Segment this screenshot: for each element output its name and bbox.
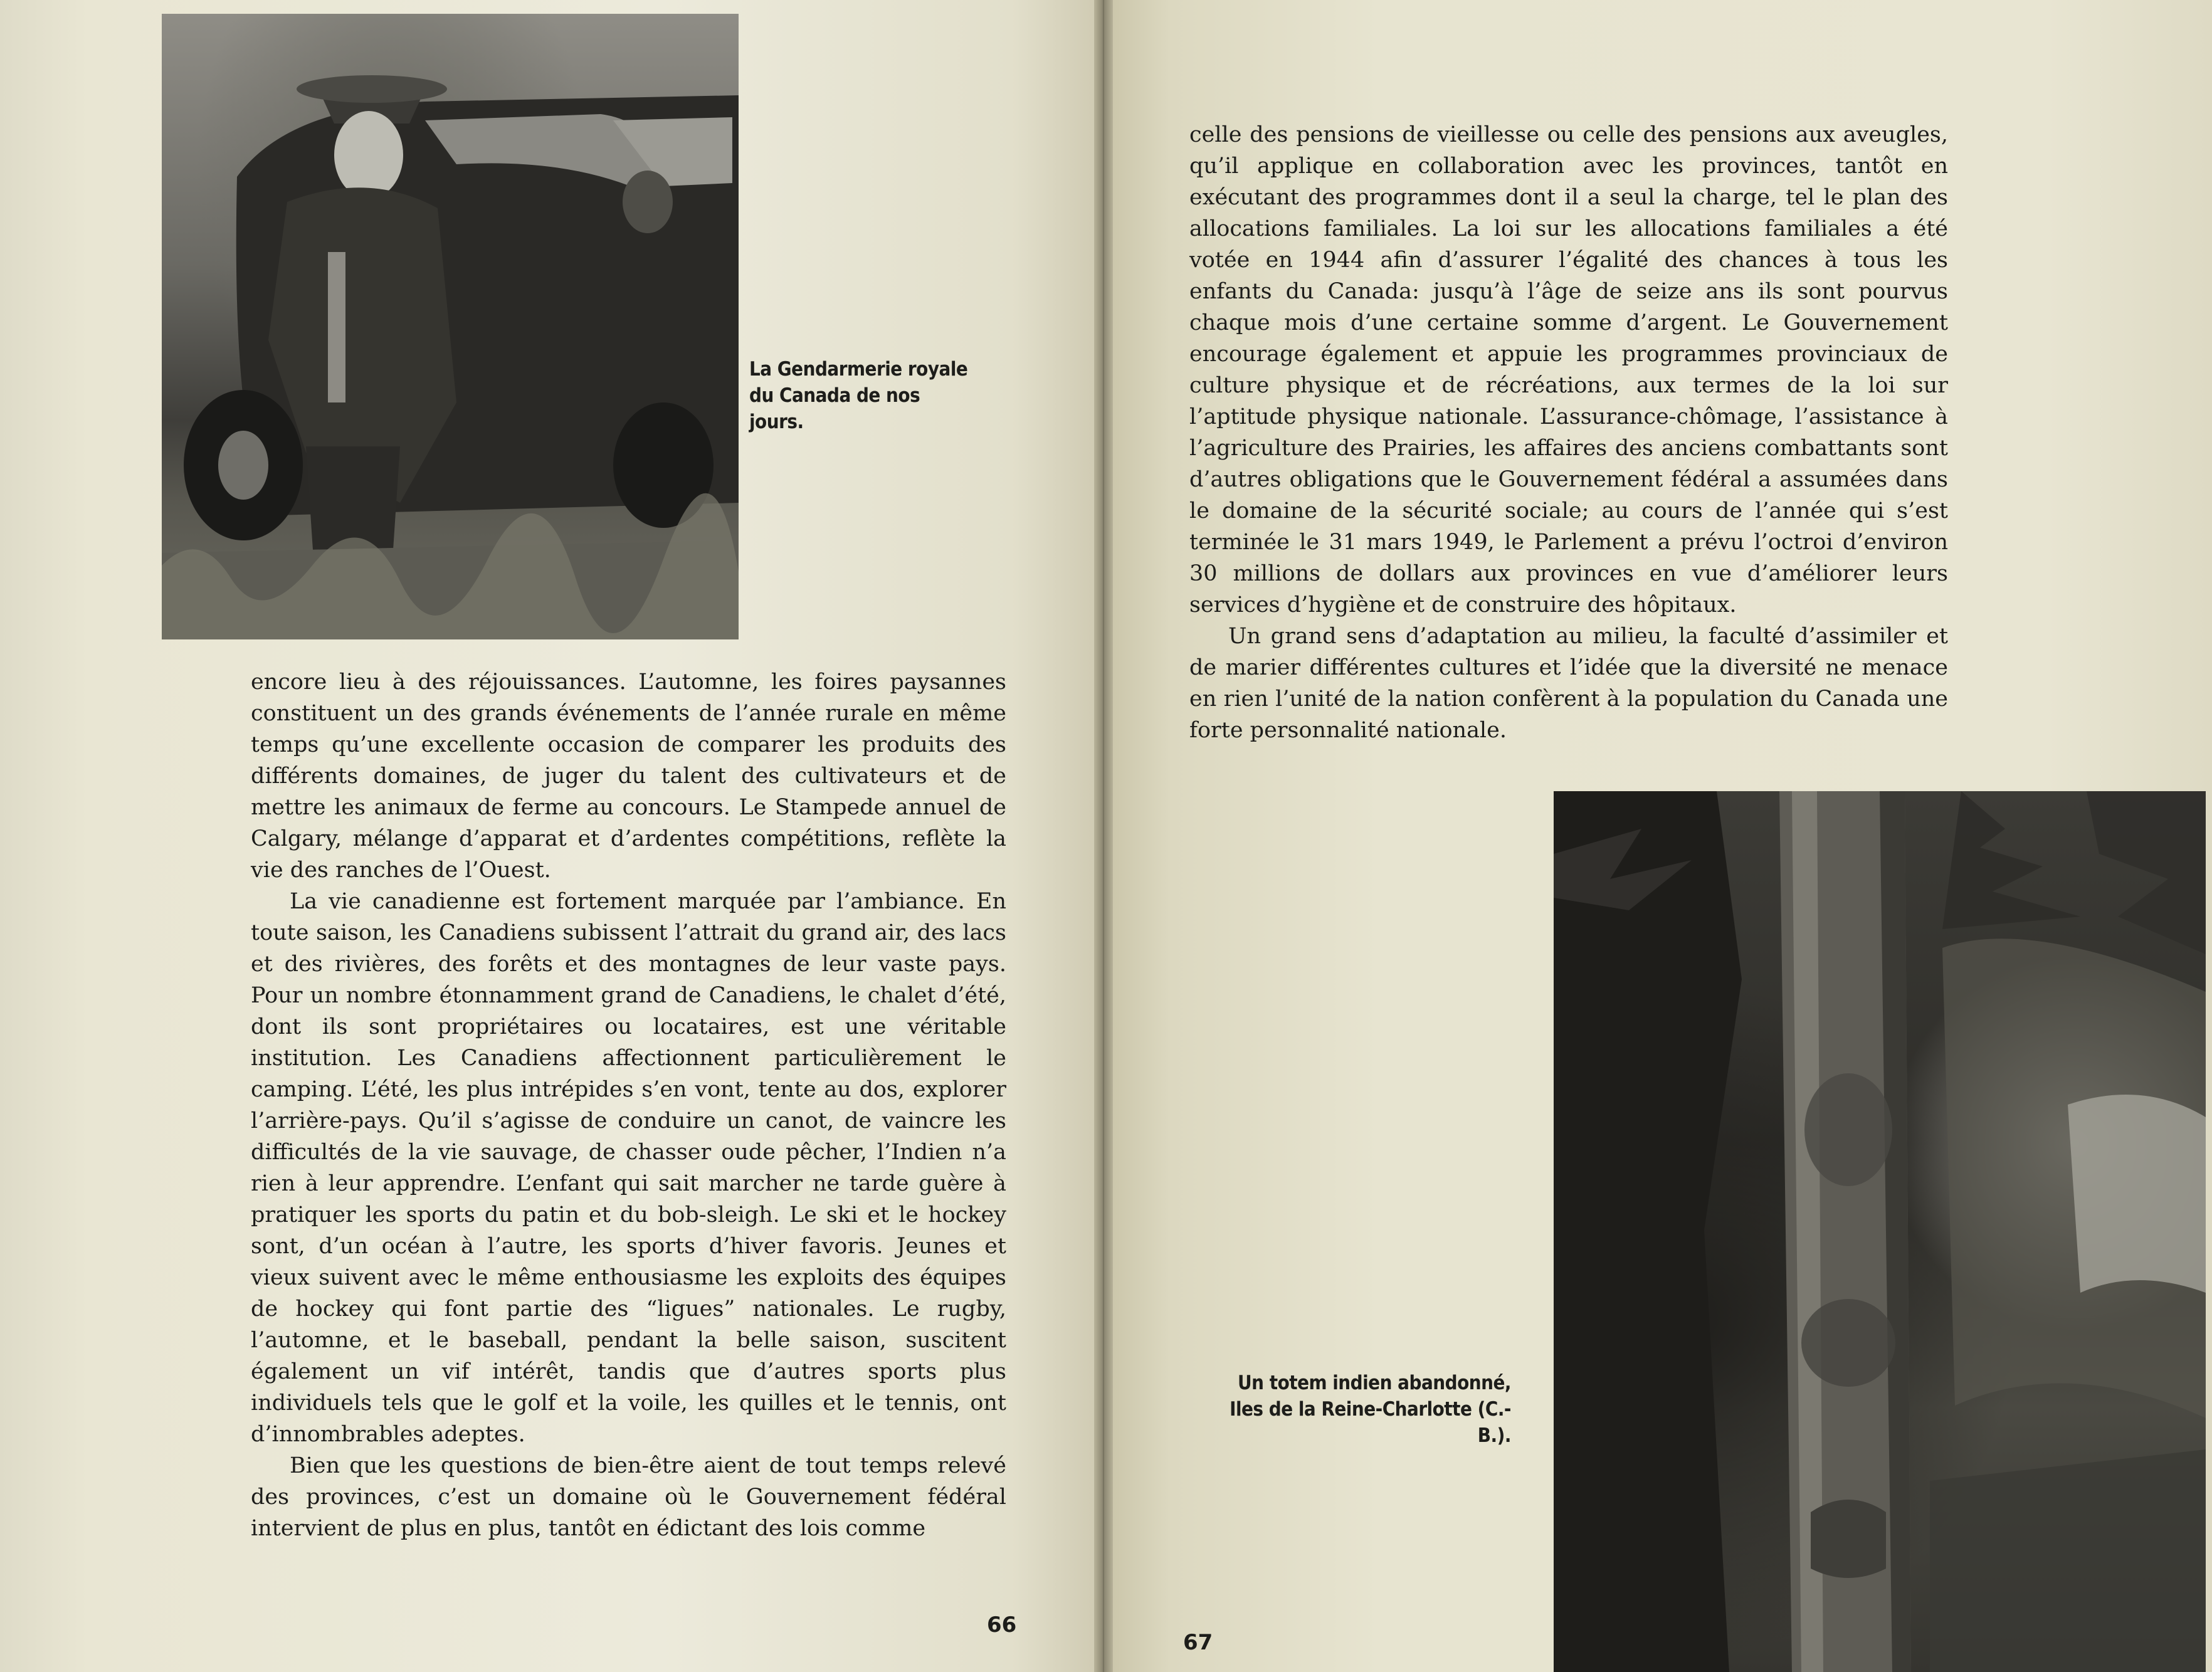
mountie-photo-caption: La Gendarmerie royale du Canada de nos jours. — [749, 358, 968, 433]
right-body-text — [1189, 119, 1948, 746]
left-paragraph-2: La vie canadienne est fortement marquée par l’ambiance. En toute saison, les Canadiens subissent l’attrait du grand air, des lacs et des rivières, des forêts et des montagnes de leur vaste pays. Pour un nombre étonnamment grand de Canadiens, le chalet d’été, dont ils sont propriétaires ou locataires, est une véritable institution. Les Canadiens affectionnent particulièrement le camping. L’été, les plus intrépides s’en vont, tente au dos, explorer l’arrière-pays. Qu’il s’agisse de conduire un canot, de vaincre les difficultés de la vie sauvage, de chasser oude pêcher, l’Indien n’a rien à leur apprendre. L’enfant qui sait marcher ne tarde guère à pratiquer les sports du patin et du bob-sleigh. Le ski et le hockey sont, d’un océan à l’autre, les sports d’hiver favoris. Jeunes et vieux suivent avec le même enthousiasme les exploits des équipes de hockey qui font partie des “ligues” nationales. Le rugby, l’automne, et le baseball, pendant la belle saison, suscitent également un vif intérêt, tandis que d’autres sports plus individuels tels que le golf et la voile, les quilles et le tennis, ont d’innombrables adeptes. — [251, 889, 1006, 1447]
totem-photo — [1554, 791, 2206, 1672]
page-number-right: 67 — [1183, 1630, 1213, 1655]
right-paragraph-2: Un grand sens d’adaptation au milieu, la faculté d’assimiler et de marier différentes cultures et l’idée que la diversité ne menace en rien l’unité de la nation confèrent à la population du Canada une forte personnalité nationale. — [1189, 624, 1948, 743]
mountie-photo-illustration — [162, 14, 739, 639]
mountie-photo — [162, 14, 739, 639]
right-paragraph-1: celle des pensions de vieillesse ou celle des pensions aux aveugles, qu’il applique en collaboration avec les provinces, tantôt en exécutant des programmes dont il a seul la charge, tel le plan des allocations familiales. La loi sur les allocations familiales a été votée en 1944 afin d’assurer l’égalité des chances à tous les enfants du Canada: jusqu’à l’âge de seize ans ils sont pourvus chaque mois d’une certaine somme d’argent. Le Gouvernement encourage également et appuie les programmes provinciaux de culture physique et de récréations, aux termes de la loi sur l’aptitude physique nationale. L’assurance-chômage, l’assistance à l’agriculture des Prairies, les affaires des anciens combattants sont d’autres obligations que le Gouvernement fédéral a assumées dans le domaine de la sécurité sociale; au cours de l’année qui s’est terminée le 31 mars 1949, le Parlement a prévu l’octroi d’environ 30 millions de dollars aux provinces en vue d’améliorer leurs services d’hygiène et de construire des hôpitaux. — [1189, 122, 1948, 618]
left-paragraph-1: encore lieu à des réjouissances. L’automne, les foires paysannes constituent un des grands événements de l’année rurale en même temps qu’une excellente occasion de comparer les produits des différents domaines, de juger du talent des cultivateurs et de mettre les animaux de ferme au concours. Le Stampede annuel de Calgary, mélange d’apparat et d’ardentes compétitions, reflète la vie des ranches de l’Ouest. — [251, 670, 1006, 883]
left-paragraph-3: Bien que les questions de bien-être aient de tout temps relevé des provinces, c’est un domaine où le Gouvernement fédéral intervient de plus en plus, tantôt en édictant des lois comme — [251, 1453, 1006, 1541]
totem-photo-illustration — [1554, 791, 2206, 1672]
left-page — [0, 0, 1100, 1672]
book-gutter — [1094, 0, 1113, 1672]
page-number-left: 66 — [987, 1612, 1017, 1638]
right-page — [1103, 0, 2212, 1672]
totem-photo-caption: Un totem indien abandonné, Iles de la Reine-Charlotte (C.-B.). — [1230, 1372, 1511, 1447]
left-body-text — [251, 666, 1006, 1544]
